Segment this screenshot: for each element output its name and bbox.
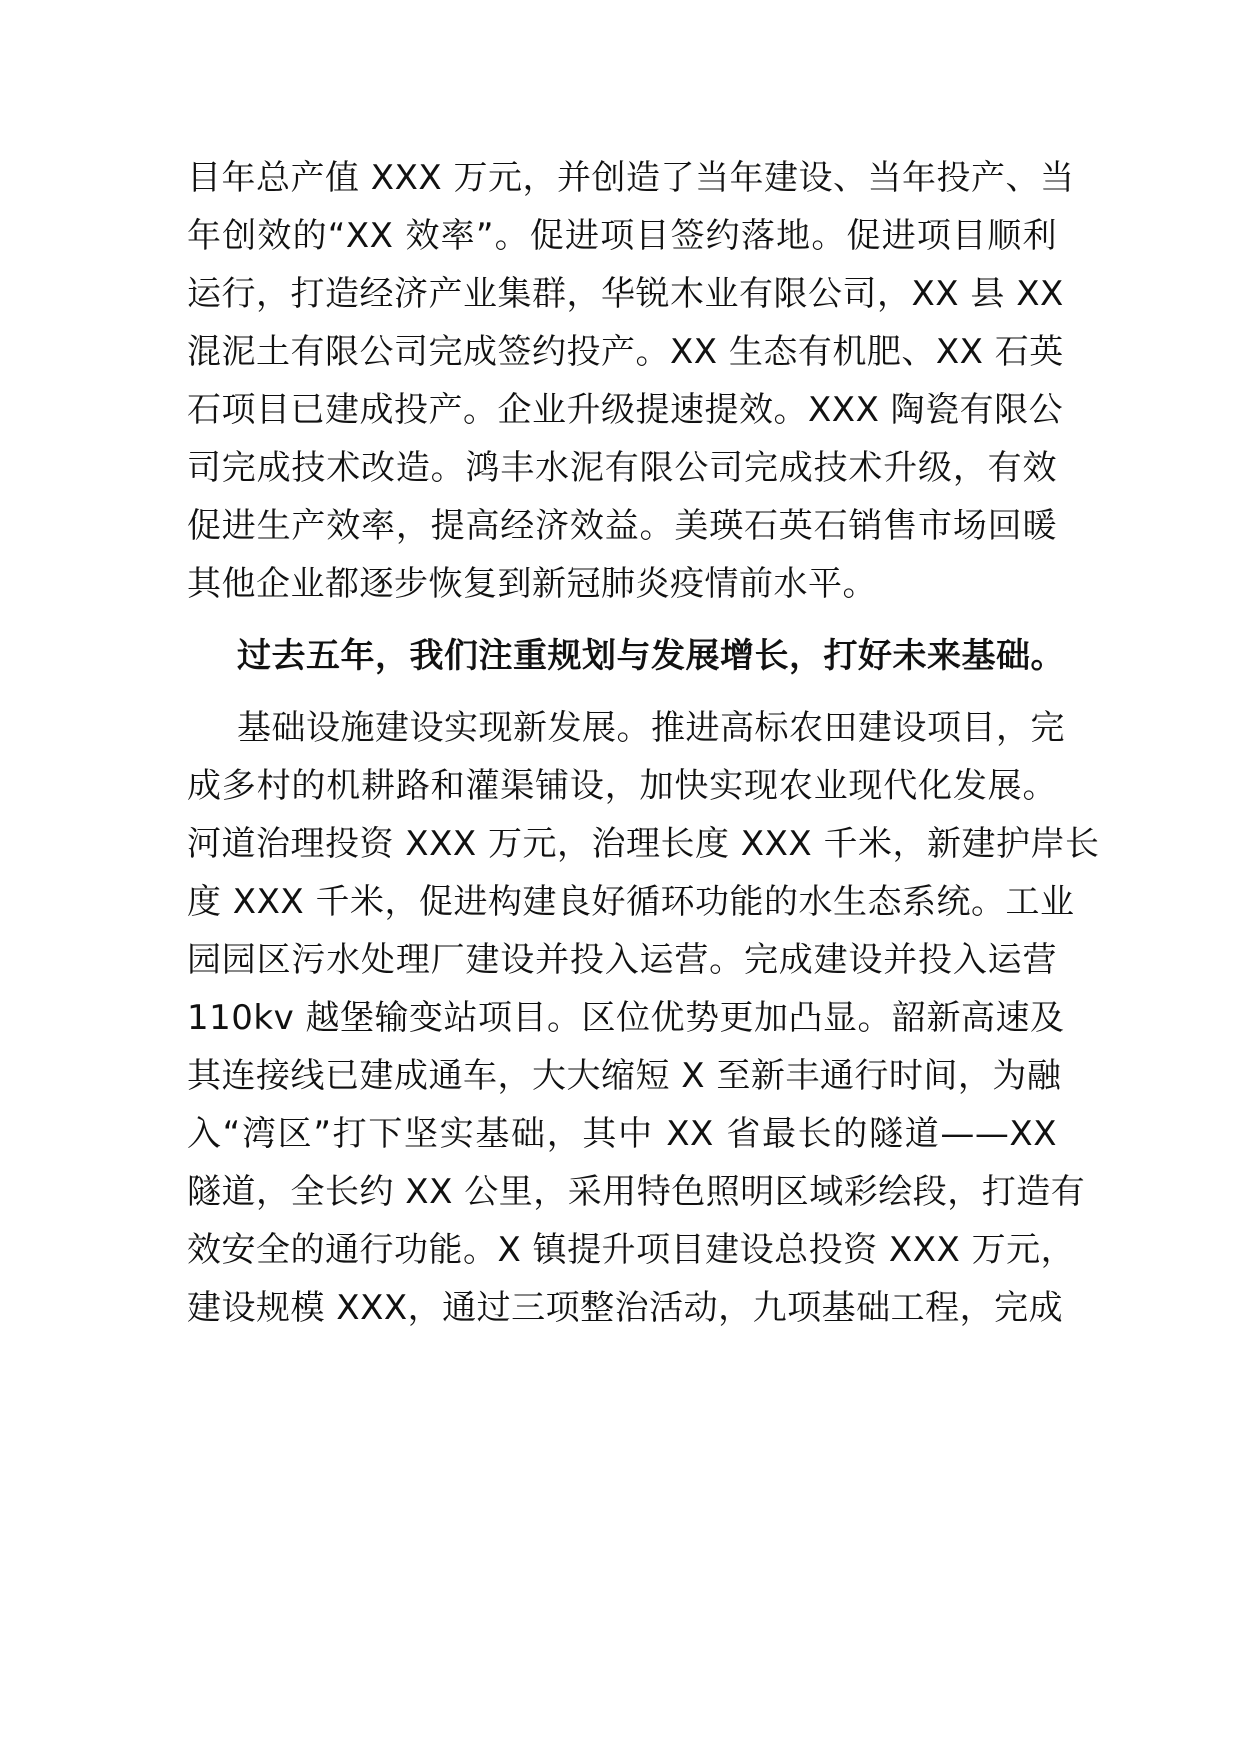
paragraph-2-line-3: 河道治理投资 XXX 万元，治理长度 XXX 千米，新建护岸长 [187, 824, 1100, 864]
paragraph-2-line-6: 110kv 越堡输变站项目。区位优势更加凸显。韶新高速及 [187, 998, 1065, 1038]
paragraph-1-line-6: 司完成技术改造。鸿丰水泥有限公司完成技术升级，有效 [187, 448, 1057, 488]
paragraph-2-line-1: 基础设施建设实现新发展。推进高标农田建设项目，完 [237, 708, 1065, 748]
paragraph-2-line-7: 其连接线已建成通车，大大缩短 X 至新丰通行时间，为融 [187, 1056, 1062, 1096]
paragraph-1-line-4: 混泥土有限公司完成签约投产。XX 生态有机肥、XX 石英 [187, 332, 1064, 372]
section-heading: 过去五年，我们注重规划与发展增长，打好未来基础。 [237, 636, 1065, 676]
paragraph-2-line-10: 效安全的通行功能。X 镇提升项目建设总投资 XXX 万元， [187, 1230, 1076, 1270]
paragraph-2-line-11: 建设规模 XXX，通过三项整治活动，九项基础工程，完成 [187, 1288, 1064, 1328]
paragraph-1-line-7: 促进生产效率，提高经济效益。美瑛石英石销售市场回暖 [187, 506, 1057, 546]
paragraph-1-line-8: 其他企业都逐步恢复到新冠肺炎疫情前水平。 [187, 564, 877, 604]
paragraph-2-line-5: 园园区污水处理厂建设并投入运营。完成建设并投入运营 [187, 940, 1057, 980]
paragraph-2-line-8: 入“湾区”打下坚实基础，其中 XX 省最长的隧道——XX [187, 1114, 1057, 1154]
paragraph-1-line-3: 运行，打造经济产业集群，华锐木业有限公司，XX 县 XX [187, 274, 1064, 314]
paragraph-1-line-1: 目年总产值 XXX 万元，并创造了当年建设、当年投产、当 [187, 158, 1075, 198]
paragraph-1-line-5: 石项目已建成投产。企业升级提速提效。XXX 陶瓷有限公 [187, 390, 1064, 430]
paragraph-2-line-4: 度 XXX 千米，促进构建良好循环功能的水生态系统。工业 [187, 882, 1075, 922]
paragraph-2-line-9: 隧道，全长约 XX 公里，采用特色照明区域彩绘段，打造有 [187, 1172, 1086, 1212]
paragraph-1-line-2: 年创效的“XX 效率”。促进项目签约落地。促进项目顺利 [187, 216, 1057, 256]
paragraph-2-line-2: 成多村的机耕路和灌渠铺设，加快实现农业现代化发展。 [187, 766, 1057, 806]
